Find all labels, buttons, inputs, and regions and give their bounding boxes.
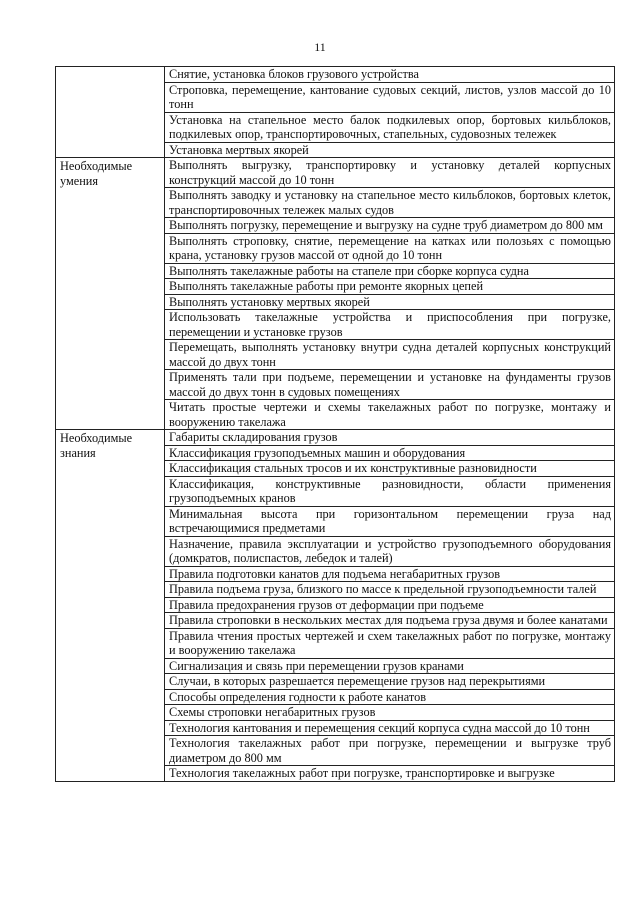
section-item: Классификация стальных тросов и их конструктивные разновидности — [165, 461, 615, 477]
section-item: Установка мертвых якорей — [165, 142, 615, 158]
section-item: Выполнять выгрузку, транспортировку и установку деталей корпусных конструкций массой до 10 тонн — [165, 158, 615, 188]
section-item: Строповка, перемещение, кантование судовых секций, листов, узлов массой до 10 тонн — [165, 82, 615, 112]
section-item: Габариты складирования грузов — [165, 430, 615, 446]
section-item: Технология такелажных работ при погрузке, транспортировке и выгрузке — [165, 766, 615, 782]
section-item: Сигнализация и связь при перемещении грузов кранами — [165, 658, 615, 674]
section-item: Минимальная высота при горизонтальном перемещении груза над встречающимися предметами — [165, 506, 615, 536]
section-item: Правила подготовки канатов для подъема негабаритных грузов — [165, 566, 615, 582]
section-item: Классификация грузоподъемных машин и оборудования — [165, 445, 615, 461]
section-label — [56, 67, 165, 158]
section-item: Выполнять установку мертвых якорей — [165, 294, 615, 310]
section-item: Снятие, установка блоков грузового устройства — [165, 67, 615, 83]
section-item: Выполнять такелажные работы при ремонте якорных цепей — [165, 279, 615, 295]
section-item: Случаи, в которых разрешается перемещение грузов над перекрытиями — [165, 674, 615, 690]
section-item: Технология такелажных работ при погрузке, перемещении и выгрузке труб диаметром до 800 мм — [165, 736, 615, 766]
section-item: Схемы строповки негабаритных грузов — [165, 705, 615, 721]
section-item: Выполнять такелажные работы на стапеле при сборке корпуса судна — [165, 263, 615, 279]
section-label: Необходимые умения — [56, 158, 165, 430]
competency-table — [55, 66, 615, 782]
section-item: Правила строповки в нескольких местах для подъема груза двумя и более канатами — [165, 613, 615, 629]
table-row — [56, 430, 615, 446]
section-label: Необходимые знания — [56, 430, 165, 782]
page-number: 11 — [314, 40, 326, 54]
section-item: Технология кантования и перемещения секций корпуса судна массой до 10 тонн — [165, 720, 615, 736]
section-item: Классификация, конструктивные разновидности, области применения грузоподъемных кранов — [165, 476, 615, 506]
section-item: Выполнять заводку и установку на стапельное место кильблоков, бортовых клеток, транспортировочных тележек малых судов — [165, 188, 615, 218]
section-item: Выполнять погрузку, перемещение и выгрузку на судне труб диаметром до 800 мм — [165, 218, 615, 234]
section-item: Способы определения годности к работе канатов — [165, 689, 615, 705]
section-item: Назначение, правила эксплуатации и устройство грузоподъемного оборудования (домкратов, полиспастов, лебедок и талей) — [165, 536, 615, 566]
section-item: Правила подъема груза, близкого по массе к предельной грузоподъемности талей — [165, 582, 615, 598]
section-item: Перемещать, выполнять установку внутри судна деталей корпусных конструкций массой до двух тонн — [165, 340, 615, 370]
section-item: Выполнять строповку, снятие, перемещение на катках или полозьях с помощью крана, установку грузов массой от одной до 10 тонн — [165, 233, 615, 263]
table-row — [56, 67, 615, 83]
competency-table-body — [56, 67, 615, 782]
section-item: Читать простые чертежи и схемы такелажных работ по погрузке, монтажу и вооружению такелажа — [165, 400, 615, 430]
section-item: Применять тали при подъеме, перемещении и установке на фундаменты грузов массой до двух тонн в судовых помещениях — [165, 370, 615, 400]
section-item: Установка на стапельное место балок подкилевых опор, бортовых кильблоков, подкилевых опор, транспортировочных, стапельных, судовозных тележек — [165, 112, 615, 142]
section-item: Правила чтения простых чертежей и схем такелажных работ по погрузке, монтажу и вооружению такелажа — [165, 628, 615, 658]
section-item: Правила предохранения грузов от деформации при подъеме — [165, 597, 615, 613]
section-item: Использовать такелажные устройства и приспособления при погрузке, перемещении и установке грузов — [165, 310, 615, 340]
table-row — [56, 158, 615, 188]
